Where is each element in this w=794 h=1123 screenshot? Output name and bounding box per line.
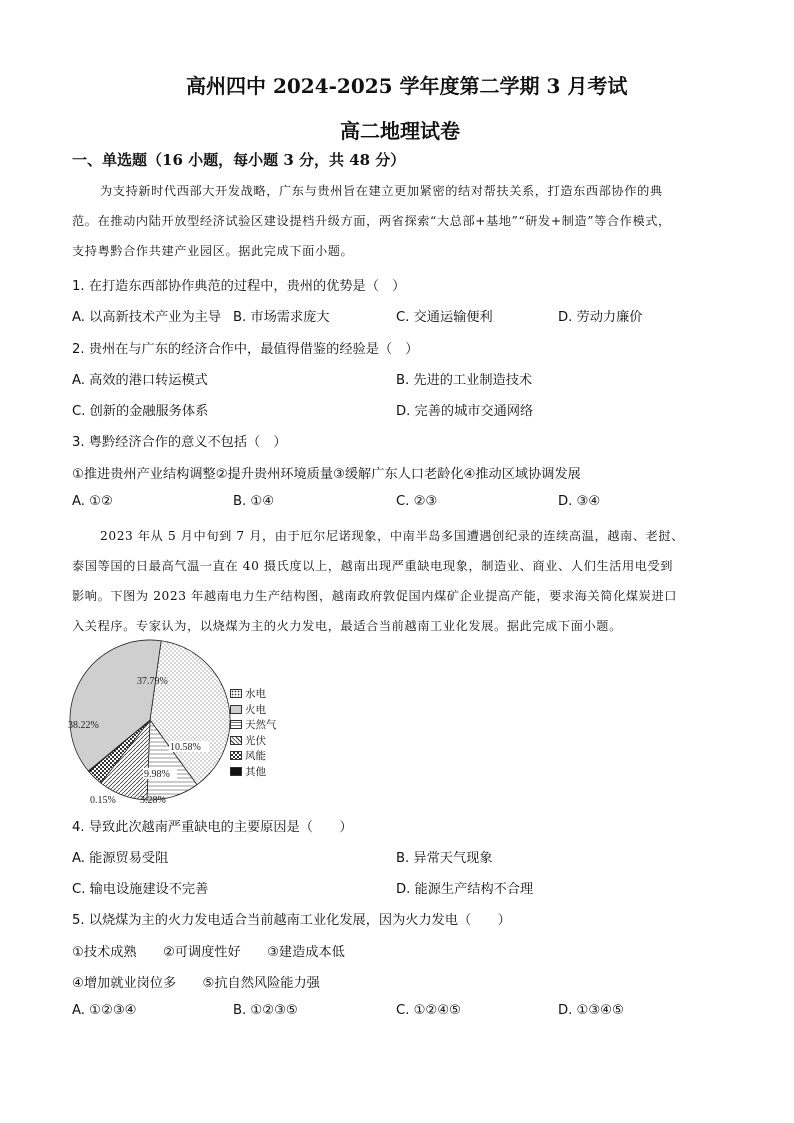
legend-swatch-gas xyxy=(230,720,242,729)
legend-label-gas: 天然气 xyxy=(245,719,277,732)
pie-label-gas: 10.58% xyxy=(170,742,201,753)
q1-option-c: C. 交通运输便利 xyxy=(396,310,493,325)
q3-option-b: B. ①④ xyxy=(233,494,275,509)
passage2-line4: 入关程序。专家认为，以烧煤为主的火力发电，最适合当前越南工业化发展。据此完成下面小题。 xyxy=(72,619,622,633)
q3-items: ①推进贵州产业结构调整②提升贵州环境质量③缓解广东人口老龄化④推动区域协调发展 xyxy=(72,467,581,482)
q4-option-a: A. 能源贸易受阻 xyxy=(72,851,169,866)
q5-option-b: B. ①②③⑤ xyxy=(233,1003,298,1018)
q4-option-b: B. 异常天气现象 xyxy=(396,851,493,866)
legend-swatch-solar xyxy=(230,736,242,745)
pie-legend xyxy=(230,686,277,779)
q5-option-d: D. ①③④⑤ xyxy=(558,1003,624,1018)
q1-option-b: B. 市场需求庞大 xyxy=(233,310,330,325)
q3-stem: 3. 粤黔经济合作的意义不包括（ ） xyxy=(72,435,287,450)
legend-swatch-other xyxy=(230,767,242,776)
q2-option-b: B. 先进的工业制造技术 xyxy=(396,373,533,388)
legend-label-wind: 风能 xyxy=(245,750,266,763)
passage2-line2: 泰国等国的日最高气温一直在 40 摄氏度以上，越南出现严重缺电现象，制造业、商业、人们生活用电受到 xyxy=(72,559,674,573)
q1-stem: 1. 在打造东西部协作典范的过程中，贵州的优势是（ ） xyxy=(72,279,406,294)
q1-option-a: A. 以高新技术产业为主导 xyxy=(72,310,222,325)
q5-items-line1: ①技术成熟 ②可调度性好 ③建造成本低 xyxy=(72,945,345,960)
q5-items-line2: ④增加就业岗位多 ⑤抗自然风险能力强 xyxy=(72,976,320,991)
q4-option-c: C. 输电设施建设不完善 xyxy=(72,882,209,897)
legend-label-other: 其他 xyxy=(245,765,266,778)
q2-option-c: C. 创新的金融服务体系 xyxy=(72,404,209,419)
passage1-line2: 范。在推动内陆开放型经济试验区建设提档升级方面，两省探索“大总部+基地”“研发+制造”等合作模式， xyxy=(72,214,671,228)
q2-stem: 2. 贵州在与广东的经济合作中，最值得借鉴的经验是（ ） xyxy=(72,342,419,357)
q5-option-a: A. ①②③④ xyxy=(72,1003,137,1018)
pie-label-thermal: 38.22% xyxy=(68,720,99,731)
passage2-line3: 影响。下图为 2023 年越南电力生产结构图，越南政府敦促国内煤矿企业提高产能，要求海关简化煤炭进口 xyxy=(72,589,678,603)
legend-swatch-wind xyxy=(230,751,242,760)
legend-item-wind xyxy=(230,748,277,764)
legend-item-hydro xyxy=(230,686,277,702)
exam-title: 高州四中 2024-2025 学年度第二学期 3 月考试 xyxy=(186,74,628,98)
pie-label-wind: 3.28% xyxy=(140,795,166,806)
legend-item-thermal xyxy=(230,702,277,718)
legend-item-other xyxy=(230,764,277,780)
q1-option-d: D. 劳动力廉价 xyxy=(558,310,643,325)
pie-label-hydro: 37.79% xyxy=(137,676,168,687)
passage1-line1: 为支持新时代西部大开发战略，广东与贵州旨在建立更加紧密的结对帮扶关系，打造东西部协作的典 xyxy=(100,184,663,198)
section-heading: 一、单选题（16 小题，每小题 3 分，共 48 分） xyxy=(72,151,406,169)
q3-option-a: A. ①② xyxy=(72,494,113,509)
legend-swatch-thermal xyxy=(230,705,242,714)
legend-swatch-hydro xyxy=(230,689,242,698)
exam-subtitle: 高二地理试卷 xyxy=(340,119,460,143)
legend-item-gas xyxy=(230,717,277,733)
pie-label-solar: 9.98% xyxy=(144,769,170,780)
legend-label-hydro: 水电 xyxy=(245,688,266,701)
q3-option-d: D. ③④ xyxy=(558,494,601,509)
pie-label-other: 0.15% xyxy=(90,795,116,806)
q2-option-a: A. 高效的港口转运模式 xyxy=(72,373,208,388)
q5-option-c: C. ①②④⑤ xyxy=(396,1003,461,1018)
q4-option-d: D. 能源生产结构不合理 xyxy=(396,882,534,897)
legend-label-solar: 光伏 xyxy=(245,734,266,747)
passage2-line1: 2023 年从 5 月中旬到 7 月，由于厄尔尼诺现象，中南半岛多国遭遇创纪录的连续高温，越南、老挝、 xyxy=(100,529,684,543)
legend-label-thermal: 火电 xyxy=(245,703,266,716)
q5-stem: 5. 以烧煤为主的火力发电适合当前越南工业化发展，因为火力发电（ ） xyxy=(72,913,511,928)
q2-option-d: D. 完善的城市交通网络 xyxy=(396,404,534,419)
q3-option-c: C. ②③ xyxy=(396,494,438,509)
legend-item-solar xyxy=(230,733,277,749)
passage1-line3: 支持粤黔合作共建产业园区。据此完成下面小题。 xyxy=(72,244,354,258)
q4-stem: 4. 导致此次越南严重缺电的主要原因是（ ） xyxy=(72,820,353,835)
